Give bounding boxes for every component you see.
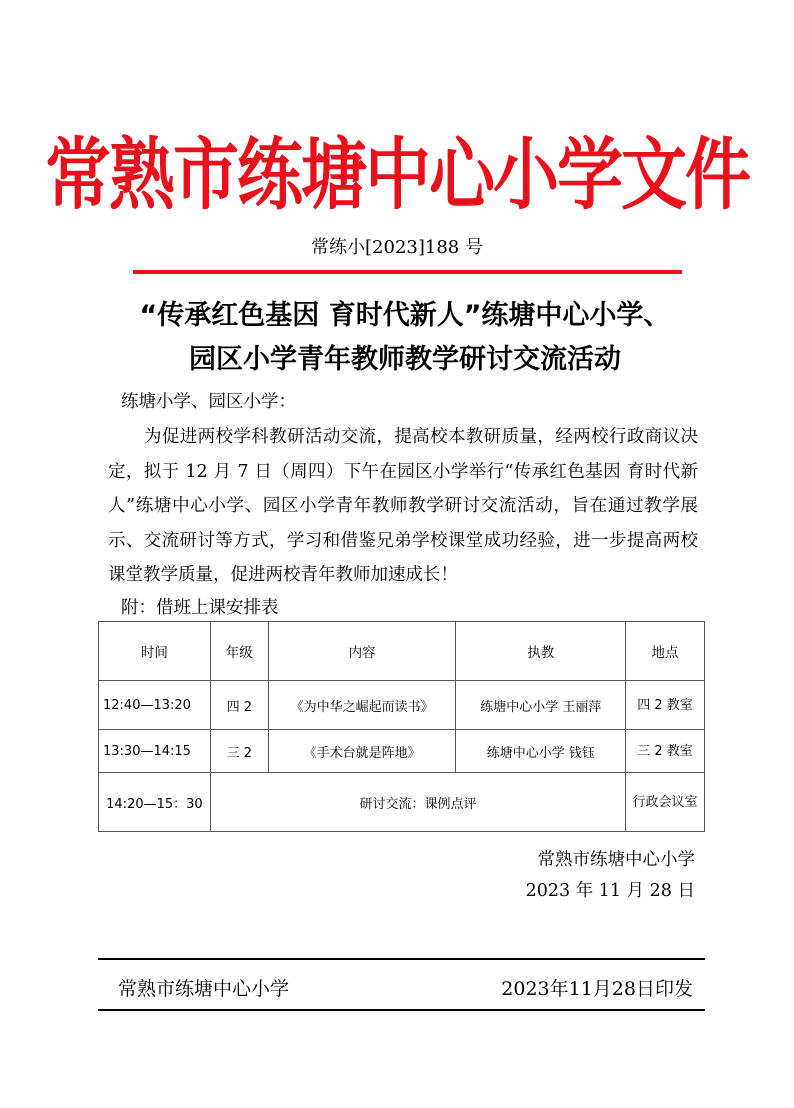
footer-date: 2023年11月28日印发 xyxy=(501,978,693,1000)
cell-grade: 三 2 xyxy=(210,730,268,773)
table-row xyxy=(99,730,705,773)
cell-content: 《为中华之崛起而读书》 xyxy=(268,681,456,730)
cell-time: 14:20—15：30 xyxy=(99,773,211,832)
red-divider xyxy=(133,270,682,274)
attachment-label: 附：借班上课安排表 xyxy=(121,598,279,618)
cell-teacher: 练塘中心小学 王丽萍 xyxy=(456,681,626,730)
header-content: 内容 xyxy=(268,622,456,681)
footer-top-rule xyxy=(98,958,705,960)
cell-location: 三 2 教室 xyxy=(626,730,705,773)
header-teacher: 执教 xyxy=(456,622,626,681)
cell-location: 行政会议室 xyxy=(626,773,705,832)
cell-teacher: 练塘中心小学 钱钰 xyxy=(456,730,626,773)
table-row xyxy=(99,681,705,730)
masthead-title: 常熟市练塘中心小学文件 xyxy=(45,129,749,221)
table-header-row xyxy=(99,622,705,681)
header-time: 时间 xyxy=(99,622,211,681)
cell-merged-activity: 研讨交流：课例点评 xyxy=(210,773,625,832)
salutation: 练塘小学、园区小学： xyxy=(121,392,296,412)
document-number: 常练小[2023]188 号 xyxy=(311,237,483,258)
footer-bottom-rule xyxy=(98,1009,705,1011)
header-location: 地点 xyxy=(626,622,705,681)
document-title-line2: 园区小学青年教师教学研讨交流活动 xyxy=(189,344,621,375)
document-title-line1: “传承红色基因 育时代新人”练塘中心小学、 xyxy=(139,300,671,331)
signature-date: 2023 年 11 月 28 日 xyxy=(525,881,695,901)
cell-time: 12:40—13:20 xyxy=(99,681,211,730)
cell-time: 13:30—14:15 xyxy=(99,730,211,773)
header-grade: 年级 xyxy=(210,622,268,681)
footer-org: 常熟市练塘中心小学 xyxy=(118,978,290,1000)
cell-location: 四 2 教室 xyxy=(626,681,705,730)
cell-content: 《手术台就是阵地》 xyxy=(268,730,456,773)
body-paragraph: 为促进两校学科教研活动交流，提高校本教研质量，经两校行政商议决定，拟于 12 月 7 日（周四）下午在园区小学举行“传承红色基因 育时代新人”练塘中心小学、园区小学青年教师教学研讨交流活动，旨在通过教学展示、交流研讨等方式，学习和借鉴兄弟学校课堂成功经验，进一步提高两校课堂教学质量，促进两校青年教师加速成长！ xyxy=(108,427,698,585)
cell-grade: 四 2 xyxy=(210,681,268,730)
table-row xyxy=(99,773,705,832)
schedule-table xyxy=(98,621,705,832)
signature-org: 常熟市练塘中心小学 xyxy=(537,850,695,870)
